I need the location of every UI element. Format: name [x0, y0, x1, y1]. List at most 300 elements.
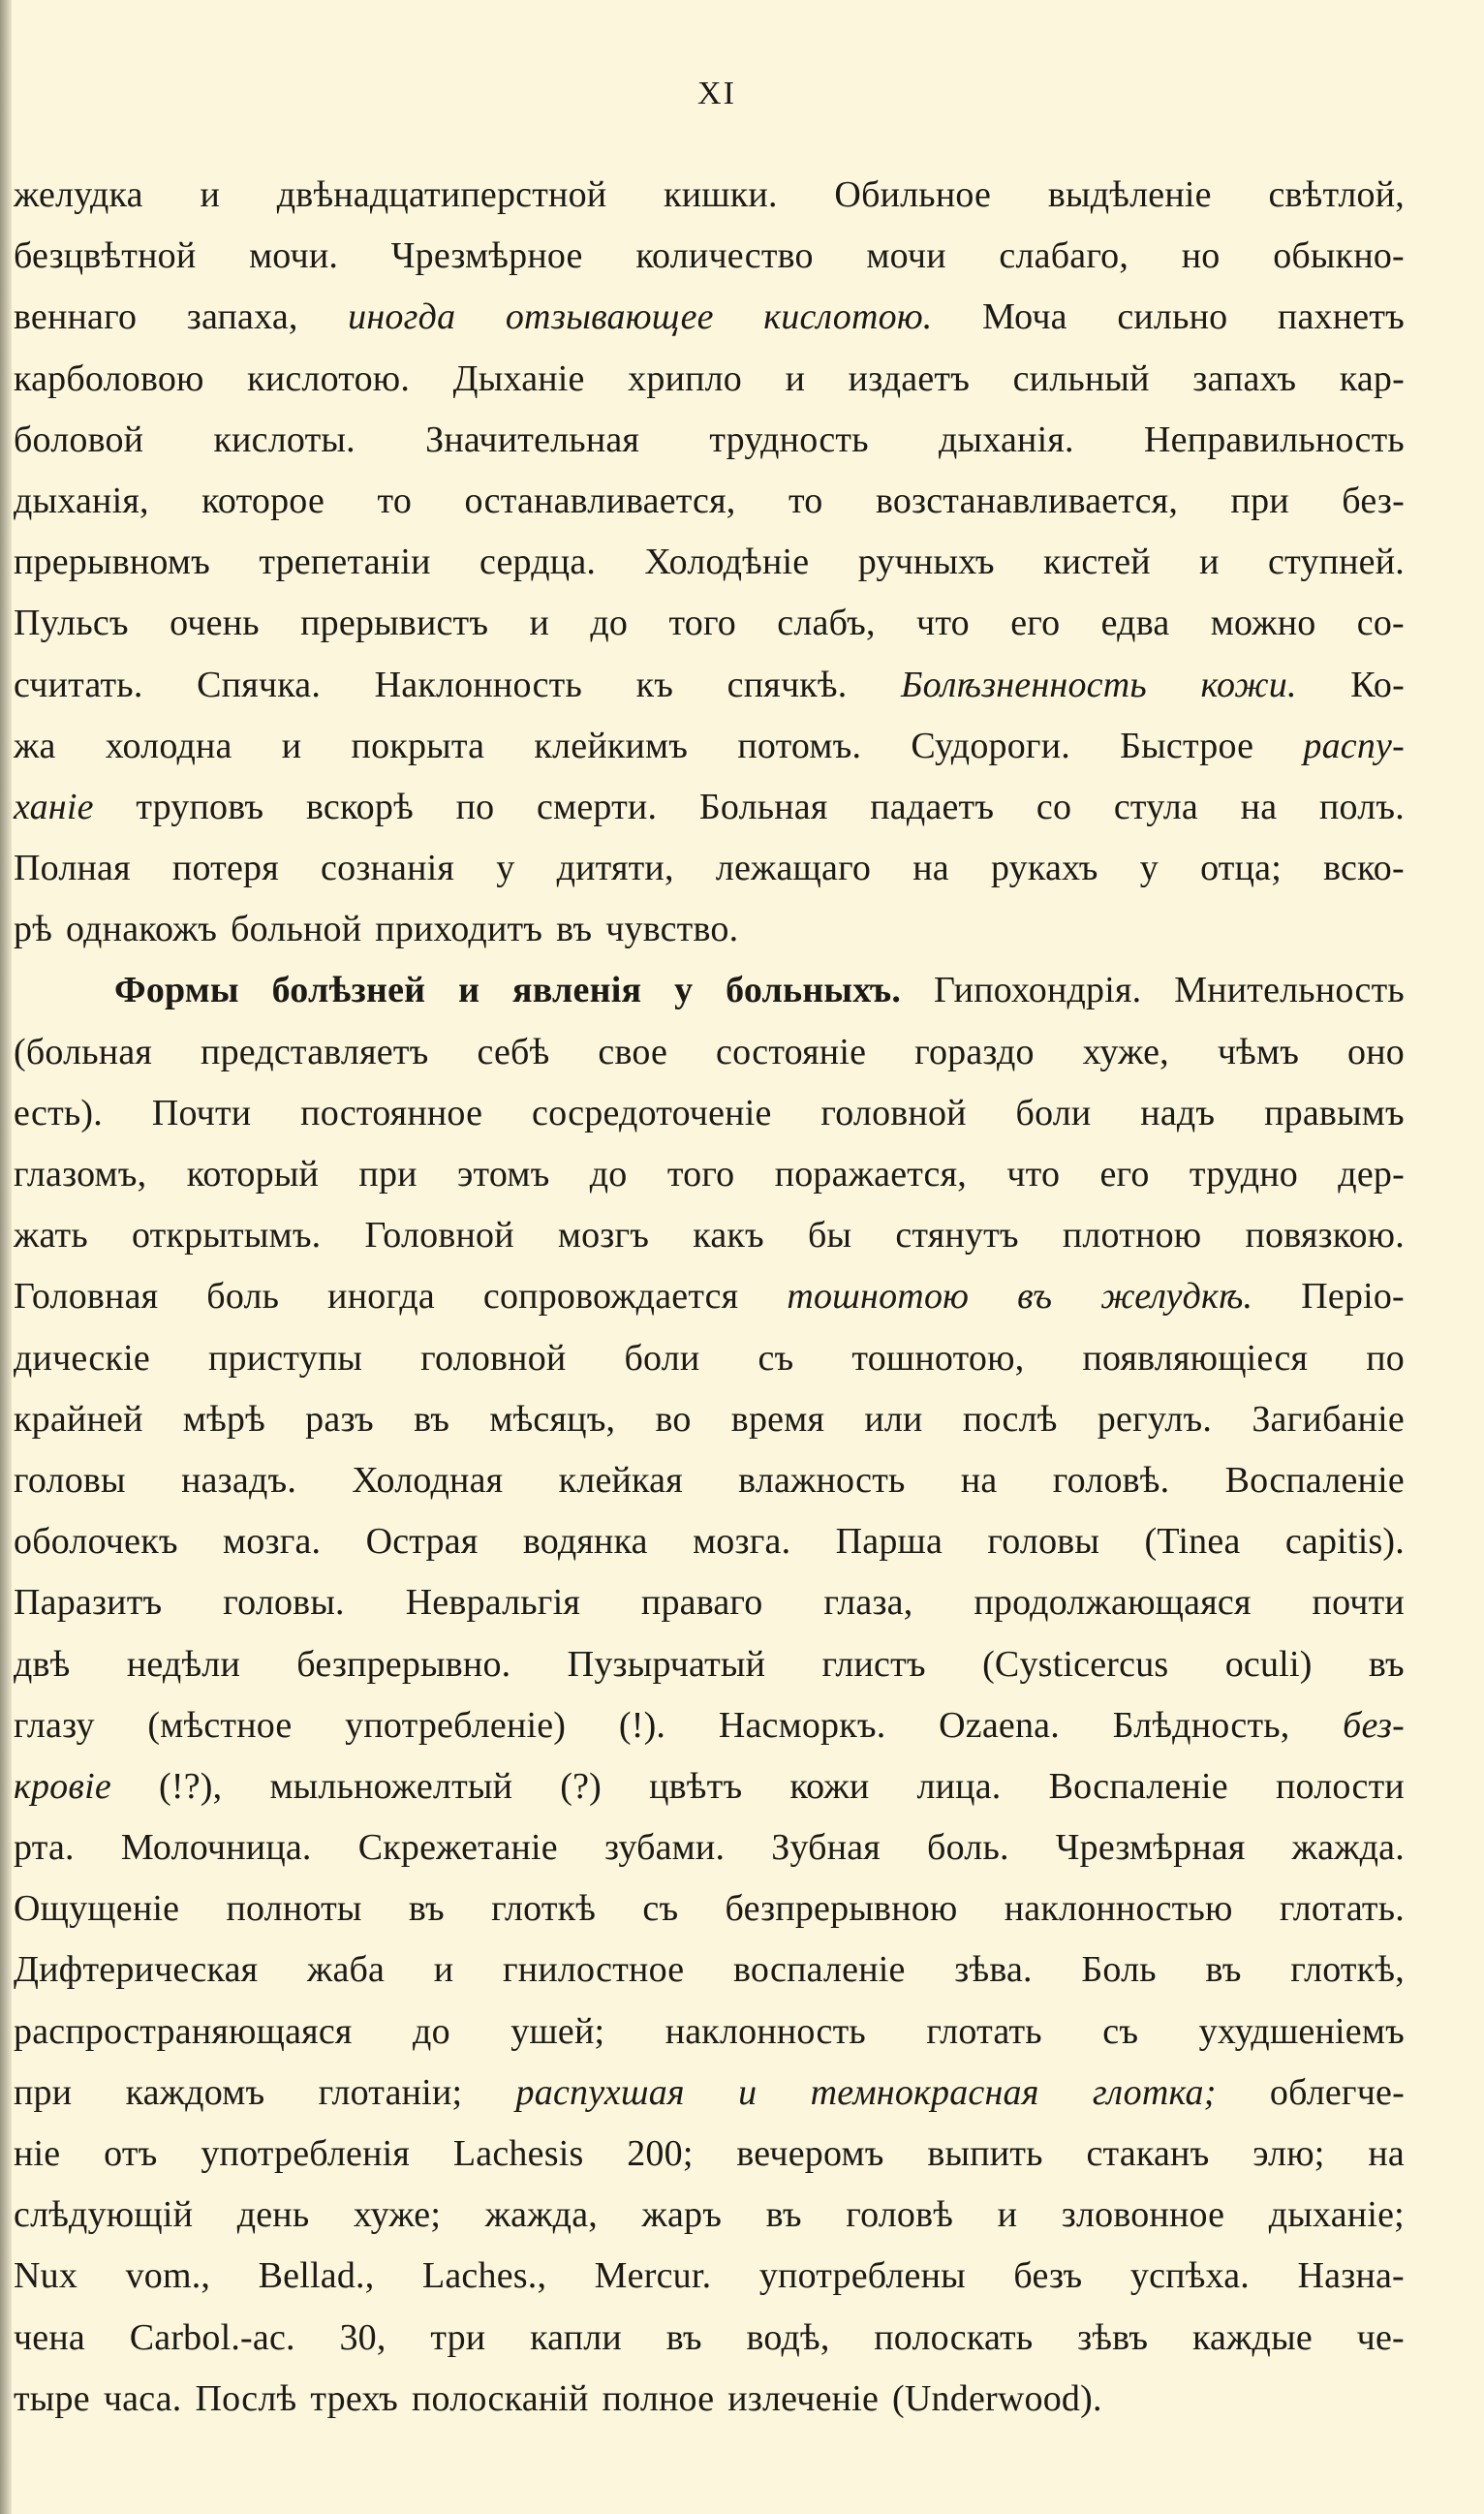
word: явленія [512, 970, 642, 1011]
word: который [186, 1154, 320, 1195]
word: рта. [14, 1827, 75, 1869]
word: однакожъ [66, 909, 218, 950]
word: Острая [365, 1521, 479, 1563]
word: того [668, 603, 736, 644]
word: есть). [14, 1092, 103, 1133]
word: Періо- [1301, 1276, 1405, 1318]
word: жаба [306, 1949, 386, 1991]
word: вско- [1323, 848, 1405, 889]
word: Мнительность [1174, 970, 1405, 1011]
word: влажность [738, 1459, 906, 1501]
word: съ [757, 1337, 794, 1379]
word: кожи. [1200, 664, 1297, 705]
word: capitis). [1284, 1521, 1405, 1563]
word: при [1230, 480, 1289, 521]
word: съ [642, 1888, 679, 1930]
word: у [674, 970, 694, 1011]
word: глотка; [1092, 2071, 1217, 2113]
word: отъ [104, 2133, 158, 2174]
word: покрыта [351, 725, 485, 766]
word: сильный [1012, 357, 1150, 399]
word: считать. [14, 664, 143, 705]
word: Блѣдность, [1112, 1704, 1290, 1746]
word: глоткѣ, [1290, 1949, 1405, 1991]
word: сознанія [321, 848, 455, 889]
text-line [14, 1022, 1405, 1083]
word: зловонное [1061, 2194, 1225, 2236]
word: стянутъ [895, 1215, 1019, 1257]
text-line [14, 655, 1405, 716]
word: Невральгія [405, 1582, 581, 1624]
word: слабъ, [777, 603, 876, 644]
word: хуже, [1082, 1031, 1169, 1072]
word: воспаленіе [732, 1949, 906, 1991]
word: безпрерывно. [296, 1643, 511, 1685]
word: головы [987, 1521, 1100, 1563]
word: полъ. [1318, 786, 1405, 827]
word: кишки. [664, 174, 778, 215]
word: трехъ [310, 2377, 398, 2419]
word: (?) [560, 1765, 603, 1807]
text-line [14, 1572, 1405, 1633]
word: глаза, [823, 1582, 913, 1624]
word: глотать. [1279, 1888, 1405, 1930]
word: успѣха. [1129, 2255, 1251, 2297]
word: Больная [698, 786, 828, 827]
text-line [14, 1328, 1405, 1389]
word: безпрерывною [725, 1888, 958, 1930]
word: хуже; [353, 2194, 442, 2236]
word: въ [414, 1398, 450, 1440]
word: Холодная [352, 1459, 504, 1501]
word: бы [807, 1215, 852, 1257]
text-line [14, 410, 1405, 471]
word: стула [1113, 786, 1198, 827]
word: жажда, [484, 2194, 598, 2236]
word: без- [1342, 480, 1405, 521]
word: отца; [1200, 848, 1282, 889]
word: до [589, 1154, 628, 1195]
word: Ozaena. [939, 1704, 1060, 1746]
word: темнокрасная [810, 2071, 1039, 2113]
word: мыльножелтый [269, 1765, 513, 1807]
word: надъ [1140, 1092, 1216, 1133]
text-line [14, 593, 1405, 654]
word: употребленія [201, 2133, 411, 2174]
word: гораздо [914, 1031, 1035, 1072]
word: запахъ [1192, 357, 1297, 399]
text-line [14, 1511, 1405, 1572]
word: послѣ [962, 1398, 1058, 1440]
word: пахнетъ [1277, 296, 1405, 338]
word: падаетъ [870, 786, 995, 827]
text-line [14, 1634, 1405, 1695]
word: потеря [171, 848, 279, 889]
word: потомъ. [737, 725, 862, 766]
word: регулъ. [1097, 1398, 1213, 1440]
word: отзывающее [505, 296, 714, 338]
word: Загибаніе [1252, 1398, 1405, 1440]
word: время [730, 1398, 825, 1440]
word: въ [765, 2194, 802, 2236]
word: дитяти, [556, 848, 674, 889]
word: выпить [927, 2133, 1043, 2174]
word: Чрезмѣрная [1055, 1827, 1246, 1869]
word: гнилостное [503, 1949, 685, 1991]
word: Моча [982, 296, 1067, 338]
word: кар- [1339, 357, 1405, 399]
word: и [281, 725, 302, 766]
word: употреблены [758, 2255, 966, 2297]
word: сильно [1117, 296, 1228, 338]
word: тошнотою [787, 1276, 970, 1318]
word: элю; [1252, 2133, 1325, 2174]
word: (!). [618, 1704, 666, 1746]
word: и [529, 603, 550, 644]
word: этомъ [457, 1154, 550, 1195]
text-line [14, 2124, 1405, 2185]
word: открытымъ. [131, 1215, 322, 1257]
word: глоткѣ [491, 1888, 597, 1930]
word: водѣ, [746, 2316, 830, 2358]
word: кислотою. [247, 357, 411, 399]
word: мозга. [223, 1521, 322, 1563]
word: Чрезмѣрное [390, 235, 583, 277]
word: (больная [14, 1031, 153, 1072]
word: иногда [348, 296, 456, 338]
word: себѣ [477, 1031, 550, 1072]
word: при [358, 1154, 417, 1195]
word: распухшая [515, 2071, 685, 2113]
word: Mercur. [594, 2255, 712, 2297]
text-line [14, 960, 1405, 1021]
word: жать [14, 1215, 88, 1257]
word: Lachesis [452, 2133, 584, 2174]
word: желудкѣ. [1100, 1276, 1253, 1318]
word: (!?), [159, 1765, 223, 1807]
word: во [655, 1398, 692, 1440]
word: сопровождается [482, 1276, 739, 1318]
word: Гипохондрія. [933, 970, 1142, 1011]
word: ханіе [14, 786, 94, 827]
word: облегче- [1269, 2071, 1405, 2113]
word: приступы [207, 1337, 363, 1379]
word: излеченіе [727, 2377, 880, 2419]
word: плотною [1062, 1215, 1202, 1257]
word: головѣ [846, 2194, 954, 2236]
word: мозгъ [557, 1215, 650, 1257]
text-line [14, 2002, 1405, 2063]
word: разъ [305, 1398, 374, 1440]
word: Паразитъ [14, 1582, 163, 1624]
word: жа [14, 725, 56, 766]
word: приходитъ [375, 909, 543, 950]
word: холодна [105, 725, 232, 766]
word: Болѣзненность [901, 664, 1147, 705]
word: вечеромъ [736, 2133, 884, 2174]
word: со- [1356, 603, 1405, 644]
word: чена [14, 2316, 85, 2358]
word: по [1366, 1337, 1405, 1379]
word: можно [1210, 603, 1316, 644]
word: сосредоточеніе [532, 1092, 772, 1133]
word: въ [556, 909, 593, 950]
word: Пузырчатый [567, 1643, 766, 1685]
word: мѣсяцъ, [489, 1398, 616, 1440]
word: Назна- [1297, 2255, 1405, 2297]
word: больной [231, 909, 362, 950]
word: почти [1312, 1582, 1405, 1624]
text-line [14, 1266, 1405, 1327]
word: полости [1275, 1765, 1405, 1807]
word: и [458, 970, 480, 1011]
text-line [14, 471, 1405, 532]
word: иногда [327, 1276, 435, 1318]
word: Обильное [834, 174, 992, 215]
word: очень [170, 603, 260, 644]
word: недѣли [126, 1643, 240, 1685]
word: назадъ. [181, 1459, 297, 1501]
word: какъ [693, 1215, 764, 1257]
word: едва [1100, 603, 1170, 644]
word: до [590, 603, 629, 644]
word: три [430, 2316, 486, 2358]
word: и [200, 174, 220, 215]
word: кровіе [14, 1765, 111, 1807]
word: боловой [14, 419, 144, 460]
word: тошнотою, [851, 1337, 1025, 1379]
word: головы [14, 1459, 126, 1501]
text-line [14, 1389, 1405, 1450]
word: двѣнадцатиперстной [276, 174, 607, 215]
word: vom., [125, 2255, 211, 2297]
word: Дыханіе [452, 357, 585, 399]
word: появляющіеся [1082, 1337, 1309, 1379]
word: кислотою. [763, 296, 933, 338]
word: головной [820, 1092, 967, 1133]
word: повязкою. [1245, 1215, 1405, 1257]
word: боли [1015, 1092, 1092, 1133]
word: Дифтерическая [14, 1949, 259, 1991]
word: Ощущеніе [14, 1888, 180, 1930]
body-text [14, 165, 1405, 2430]
text-line [14, 1144, 1405, 1205]
word: водянка [522, 1521, 648, 1563]
word: глазомъ, [14, 1154, 147, 1195]
word: мочи. [249, 235, 339, 277]
word: день [236, 2194, 310, 2236]
word: наклонность [665, 2010, 866, 2052]
word: въ [408, 1888, 445, 1930]
word: Парша [835, 1521, 943, 1563]
word: и [433, 1949, 454, 1991]
word: количество [635, 235, 814, 277]
word: капли [530, 2316, 622, 2358]
text-line [14, 838, 1405, 899]
word: глотаніи; [318, 2071, 463, 2113]
word: ніе [14, 2133, 61, 2174]
text-line [14, 2063, 1405, 2124]
word: представляетъ [201, 1031, 429, 1072]
word: продолжающаяся [974, 1582, 1252, 1624]
word: Почти [151, 1092, 252, 1133]
word: дическіе [14, 1337, 150, 1379]
word: каждомъ [125, 2071, 265, 2113]
word: мочи [866, 235, 946, 277]
word: состояніе [716, 1031, 867, 1072]
word: крайней [14, 1398, 143, 1440]
word: Laches., [421, 2255, 547, 2297]
word: издаетъ [848, 357, 971, 399]
word: без- [1343, 1704, 1405, 1746]
text-line [14, 2369, 1405, 2430]
text-line [14, 1205, 1405, 1266]
word: Спячка. [197, 664, 322, 705]
word: прерывистъ [300, 603, 489, 644]
word: Полная [14, 848, 131, 889]
word: его [1010, 603, 1061, 644]
word: Формы [114, 970, 239, 1011]
word: полное [602, 2377, 715, 2419]
word: на [912, 848, 949, 889]
word: мозга. [693, 1521, 791, 1563]
word: что [1006, 1154, 1061, 1195]
word: смерти. [537, 786, 658, 827]
word: сердца. [479, 542, 597, 583]
word: головной [420, 1337, 567, 1379]
word: Насморкъ. [718, 1704, 886, 1746]
word: каждые [1191, 2316, 1313, 2358]
word: головѣ. [1052, 1459, 1170, 1501]
word: Головная [14, 1276, 159, 1318]
word: трудно [1189, 1154, 1298, 1195]
word: прерывномъ [14, 542, 210, 583]
word: (Tinea [1144, 1521, 1241, 1563]
word: Зубная [771, 1827, 881, 1869]
word: полоскать [874, 2316, 1034, 2358]
text-line [14, 1756, 1405, 1817]
word: клейкая [558, 1459, 683, 1501]
word: глотать [926, 2010, 1042, 2052]
word: (Cysticercus [982, 1643, 1169, 1685]
word: по [455, 786, 495, 827]
word: стаканъ [1086, 2133, 1210, 2174]
binding-edge [0, 0, 12, 2514]
word: часа. [103, 2377, 182, 2419]
text-line [14, 1083, 1405, 1144]
word: Судороги. [911, 725, 1070, 766]
word: (Underwood). [892, 2377, 1102, 2419]
word: и [997, 2194, 1018, 2236]
word: боли [624, 1337, 700, 1379]
word: въ [1017, 1276, 1053, 1318]
word: останавливается, [464, 480, 736, 521]
word: карболовою [14, 357, 204, 399]
word: обыкно- [1273, 235, 1405, 277]
word: (мѣстное [147, 1704, 293, 1746]
text-line [14, 226, 1405, 287]
word: ухудшеніемъ [1198, 2010, 1405, 2052]
word: Неправильность [1143, 419, 1405, 460]
word: Значительная [425, 419, 640, 460]
word: праваго [640, 1582, 763, 1624]
text-line [14, 1817, 1405, 1878]
word: но [1181, 235, 1221, 277]
word: того [666, 1154, 735, 1195]
text-line [14, 899, 1405, 960]
word: че- [1356, 2316, 1405, 2358]
word: наклонностью [1004, 1888, 1233, 1930]
word: oculi) [1224, 1643, 1313, 1685]
word: Воспаленіе [1048, 1765, 1228, 1807]
word: рукахъ [990, 848, 1098, 889]
word: свѣтлой, [1268, 174, 1405, 215]
word: оно [1347, 1031, 1405, 1072]
word: и [738, 2071, 757, 2113]
word: въ [665, 2316, 702, 2358]
word: слабаго, [999, 235, 1129, 277]
word: зѣва. [954, 1949, 1033, 1991]
text-line [14, 2246, 1405, 2307]
word: при [14, 2071, 73, 2113]
word: полосканій [412, 2377, 589, 2419]
word: постоянное [300, 1092, 483, 1133]
word: Послѣ [195, 2377, 297, 2419]
word: зубами. [603, 1827, 726, 1869]
word: употребленіе) [345, 1704, 567, 1746]
word: Nux [14, 2255, 78, 2297]
word: Ко- [1350, 664, 1405, 705]
word: трепетаніи [259, 542, 431, 583]
word: головы. [223, 1582, 345, 1624]
word: труповъ [136, 786, 264, 827]
word: распу- [1303, 725, 1405, 766]
word: оболочекъ [14, 1521, 178, 1563]
word: желудка [14, 174, 143, 215]
word: безъ [1013, 2255, 1083, 2297]
word: 30, [339, 2316, 386, 2358]
page-number: XI [697, 76, 736, 111]
word: клейкимъ [534, 725, 689, 766]
word: Скрежетаніе [357, 1827, 558, 1869]
word: зѣвъ [1077, 2316, 1149, 2358]
word: боль. [927, 1827, 1009, 1869]
word: чувство. [605, 909, 739, 950]
word: и [1199, 542, 1220, 583]
word: до [413, 2010, 450, 2052]
text-line [14, 1695, 1405, 1756]
word: на [1368, 2133, 1405, 2174]
text-line [14, 532, 1405, 593]
word: поражается, [774, 1154, 967, 1195]
word: на [1240, 786, 1278, 827]
word: дыханія, [14, 480, 149, 521]
word: на [960, 1459, 998, 1501]
word: что [916, 603, 970, 644]
word: и [785, 357, 806, 399]
word: рѣ [14, 909, 53, 950]
word: Воспаленіе [1224, 1459, 1405, 1501]
word: Пульсъ [14, 603, 129, 644]
word: ушей; [510, 2010, 605, 2052]
text-line [14, 349, 1405, 410]
word: у [1139, 848, 1159, 889]
word: мѣрѣ [182, 1398, 265, 1440]
word: кислоты. [213, 419, 356, 460]
word: цвѣтъ [649, 1765, 743, 1807]
word: чѣмъ [1217, 1031, 1300, 1072]
word: жаръ [641, 2194, 723, 2236]
